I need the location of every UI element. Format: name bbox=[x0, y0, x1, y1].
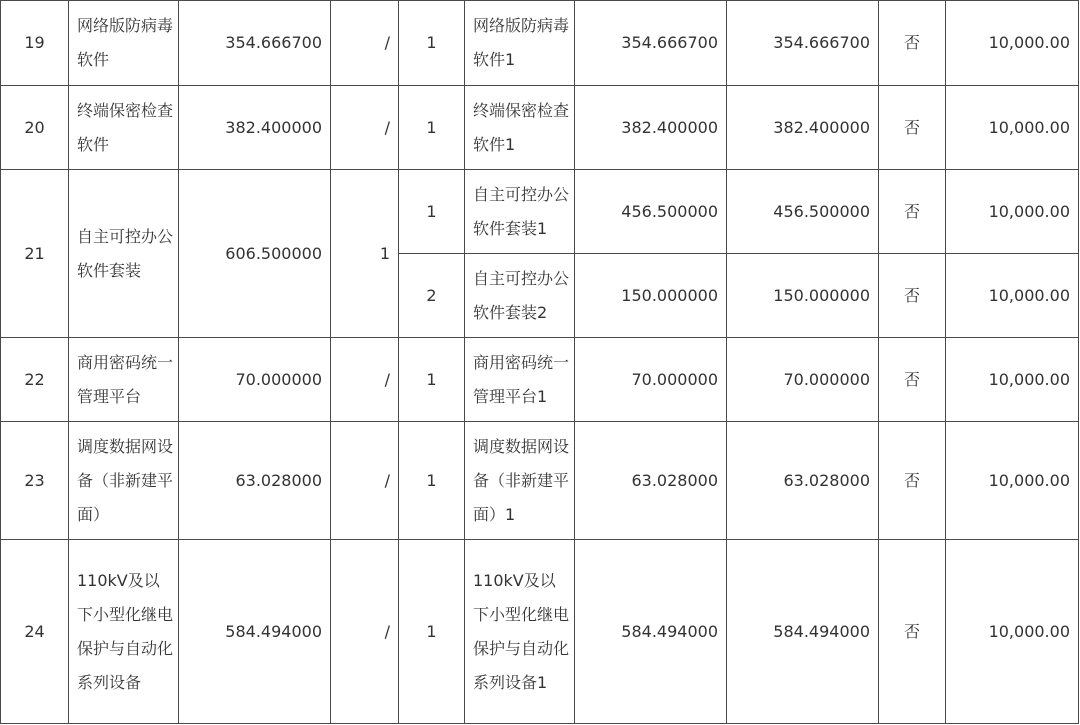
package-count: / bbox=[331, 1, 399, 86]
sub-name: 自主可控办公软件套装1 bbox=[465, 170, 575, 254]
flag-cell: 否 bbox=[879, 254, 946, 338]
row-number: 19 bbox=[1, 1, 69, 86]
flag-cell: 否 bbox=[879, 540, 946, 724]
package-amount: 63.028000 bbox=[179, 422, 331, 540]
sub-amount-limit: 150.000000 bbox=[727, 254, 879, 338]
row-number: 20 bbox=[1, 86, 69, 170]
table-row bbox=[1, 338, 1079, 422]
sub-name: 调度数据网设备（非新建平面）1 bbox=[465, 422, 575, 540]
sub-number: 1 bbox=[399, 1, 465, 86]
sub-amount: 150.000000 bbox=[575, 254, 727, 338]
sub-amount-limit: 63.028000 bbox=[727, 422, 879, 540]
sub-amount-limit: 584.494000 bbox=[727, 540, 879, 724]
sub-amount: 63.028000 bbox=[575, 422, 727, 540]
sub-number: 1 bbox=[399, 338, 465, 422]
table-row bbox=[1, 1, 1079, 86]
package-name: 商用密码统一管理平台 bbox=[69, 338, 179, 422]
sub-number: 2 bbox=[399, 254, 465, 338]
sub-name: 网络版防病毒软件1 bbox=[465, 1, 575, 86]
sub-amount-limit: 354.666700 bbox=[727, 1, 879, 86]
package-name: 110kV及以下小型化继电保护与自动化系列设备 bbox=[69, 540, 179, 724]
sub-amount-limit: 70.000000 bbox=[727, 338, 879, 422]
flag-cell: 否 bbox=[879, 170, 946, 254]
flag-cell: 否 bbox=[879, 422, 946, 540]
sub-number: 1 bbox=[399, 540, 465, 724]
sub-name: 商用密码统一管理平台1 bbox=[465, 338, 575, 422]
package-count: / bbox=[331, 338, 399, 422]
package-name: 调度数据网设备（非新建平面） bbox=[69, 422, 179, 540]
package-count: / bbox=[331, 540, 399, 724]
sub-number: 1 bbox=[399, 86, 465, 170]
sub-amount-limit: 456.500000 bbox=[727, 170, 879, 254]
row-number: 22 bbox=[1, 338, 69, 422]
row-number: 21 bbox=[1, 170, 69, 338]
sub-name: 终端保密检查软件1 bbox=[465, 86, 575, 170]
sub-name: 自主可控办公软件套装2 bbox=[465, 254, 575, 338]
flag-cell: 否 bbox=[879, 338, 946, 422]
fee-cell: 10,000.00 bbox=[946, 1, 1079, 86]
package-amount: 70.000000 bbox=[179, 338, 331, 422]
fee-cell: 10,000.00 bbox=[946, 422, 1079, 540]
sub-amount: 354.666700 bbox=[575, 1, 727, 86]
fee-cell: 10,000.00 bbox=[946, 338, 1079, 422]
package-name: 网络版防病毒软件 bbox=[69, 1, 179, 86]
sub-amount-limit: 382.400000 bbox=[727, 86, 879, 170]
sub-number: 1 bbox=[399, 170, 465, 254]
table-row bbox=[1, 422, 1079, 540]
package-amount: 354.666700 bbox=[179, 1, 331, 86]
table-row bbox=[1, 86, 1079, 170]
fee-cell: 10,000.00 bbox=[946, 86, 1079, 170]
package-count: / bbox=[331, 86, 399, 170]
table-row bbox=[1, 170, 1079, 254]
row-number: 23 bbox=[1, 422, 69, 540]
sub-amount: 382.400000 bbox=[575, 86, 727, 170]
fee-cell: 10,000.00 bbox=[946, 254, 1079, 338]
package-name: 自主可控办公软件套装 bbox=[69, 170, 179, 338]
sub-amount: 456.500000 bbox=[575, 170, 727, 254]
fee-cell: 10,000.00 bbox=[946, 170, 1079, 254]
sub-amount: 70.000000 bbox=[575, 338, 727, 422]
package-count: 1 bbox=[331, 170, 399, 338]
fee-cell: 10,000.00 bbox=[946, 540, 1079, 724]
package-amount: 382.400000 bbox=[179, 86, 331, 170]
package-count: / bbox=[331, 422, 399, 540]
package-amount: 606.500000 bbox=[179, 170, 331, 338]
sub-name: 110kV及以下小型化继电保护与自动化系列设备1 bbox=[465, 540, 575, 724]
flag-cell: 否 bbox=[879, 86, 946, 170]
sub-amount: 584.494000 bbox=[575, 540, 727, 724]
sub-number: 1 bbox=[399, 422, 465, 540]
package-amount: 584.494000 bbox=[179, 540, 331, 724]
flag-cell: 否 bbox=[879, 1, 946, 86]
package-name: 终端保密检查软件 bbox=[69, 86, 179, 170]
table-row bbox=[1, 540, 1079, 724]
row-number: 24 bbox=[1, 540, 69, 724]
